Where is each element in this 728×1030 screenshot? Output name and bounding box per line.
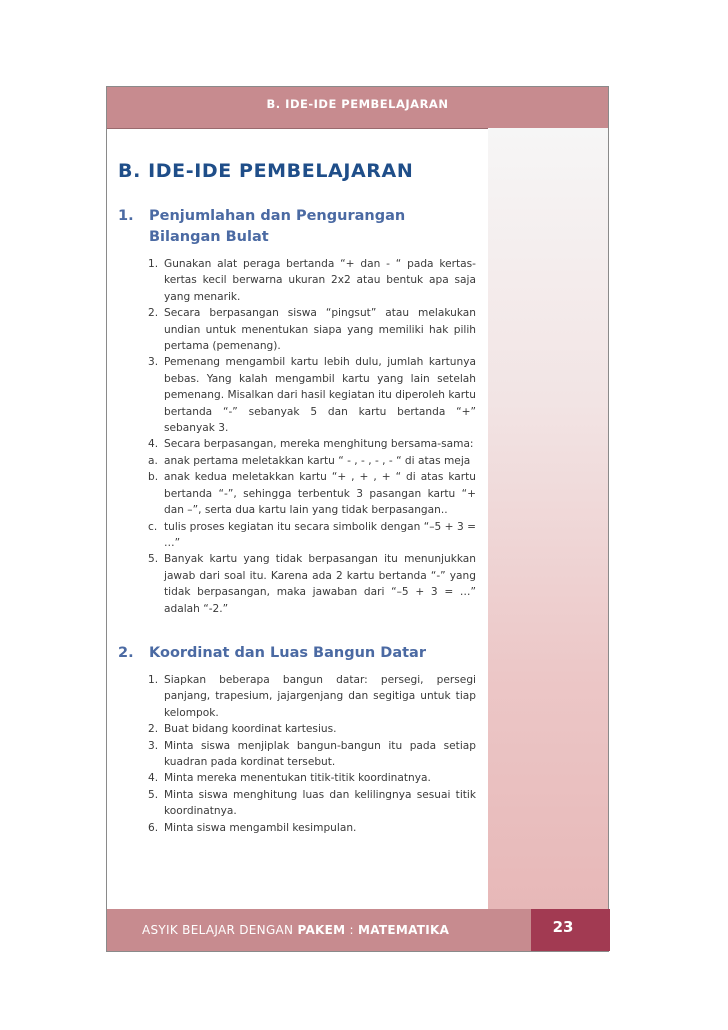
- section-number: 1.: [118, 208, 134, 224]
- footer-separator: :: [345, 923, 358, 937]
- list-marker: 4.: [148, 772, 159, 785]
- section-title: Koordinat dan Luas Bangun Datar: [149, 644, 426, 661]
- main-content: [118, 160, 476, 836]
- list-item: [148, 453, 476, 469]
- list-marker: 3.: [148, 739, 159, 752]
- list-item: [148, 738, 476, 771]
- list-marker: 5.: [148, 788, 159, 801]
- list-marker: a.: [148, 454, 158, 467]
- footer-book-title: [142, 923, 449, 937]
- list-marker: 2.: [148, 307, 159, 320]
- list-marker: c.: [148, 520, 158, 533]
- list-text: Buat bidang koordinat kartesius.: [164, 723, 337, 736]
- list-text: Secara berpasangan, mereka menghitung bersama-sama:: [164, 438, 474, 451]
- list-text: Pemenang mengambil kartu lebih dulu, jumlah kartunya bebas. Yang kalah mengambil kartu yang lain setelah pemenang. Misalkan dari hasil kegiatan itu diperoleh kartu bertanda “-” sebanyak 5 dan kartu bertanda “+” sebanyak 3.: [164, 356, 476, 435]
- footer-pakem: PAKEM: [297, 923, 346, 937]
- list-marker: 1.: [148, 673, 159, 686]
- section-2-list: [148, 672, 476, 836]
- list-marker: 2.: [148, 723, 159, 736]
- section-heading: [118, 643, 476, 664]
- list-text: Secara berpasangan siswa “pingsut” atau melakukan undian untuk menentukan siapa yang memiliki hak pilih pertama (pemenang).: [164, 307, 476, 353]
- list-marker: 4.: [148, 438, 159, 451]
- running-header-title: B. IDE-IDE PEMBELAJARAN: [266, 97, 449, 111]
- decorative-side-panel: [488, 128, 609, 910]
- list-marker: 5.: [148, 553, 159, 566]
- list-item: [148, 551, 476, 617]
- running-header: [107, 87, 608, 129]
- list-text: Minta siswa menghitung luas dan kelilingnya sesuai titik koordinatnya.: [164, 788, 476, 818]
- list-item: [148, 354, 476, 436]
- list-item: [148, 672, 476, 721]
- page-number: 23: [552, 918, 574, 936]
- list-marker: 3.: [148, 356, 159, 369]
- list-text: anak pertama meletakkan kartu “ - , - , - , - “ di atas meja: [164, 454, 471, 467]
- footer-prefix: ASYIK BELAJAR DENGAN: [142, 923, 298, 937]
- list-text: anak kedua meletakkan kartu “+ , + , + “ di atas kartu bertanda “-”, sehingga terbentuk 3 pasangan kartu “+ dan –”, serta dua kartu lain yang tidak berpasangan..: [164, 471, 476, 517]
- section-1-list: [148, 256, 476, 617]
- list-text: Siapkan beberapa bangun datar: persegi, persegi panjang, trapesium, jajargenjang dan segitiga untuk tiap kelompok.: [164, 673, 476, 719]
- list-text: Minta mereka menentukan titik-titik koordinatnya.: [164, 772, 431, 785]
- section-2: [118, 643, 476, 836]
- list-item: [148, 787, 476, 820]
- list-item: [148, 469, 476, 518]
- footer-subject: MATEMATIKA: [357, 923, 450, 937]
- list-marker: 1.: [148, 258, 159, 270]
- list-item: [148, 820, 476, 836]
- list-item: [148, 436, 476, 452]
- list-item: [148, 305, 476, 354]
- section-number: 2.: [118, 644, 134, 661]
- list-text: Minta siswa menjiplak bangun-bangun itu pada setiap kuadran pada kordinat tersebut.: [164, 739, 476, 768]
- list-marker: b.: [148, 471, 159, 484]
- list-item: [148, 256, 476, 305]
- page-title: B. IDE-IDE PEMBELAJARAN: [118, 160, 414, 182]
- section-1: [118, 206, 476, 617]
- list-item: [148, 770, 476, 786]
- section-heading: [118, 206, 476, 248]
- list-text: tulis proses kegiatan itu secara simbolik dengan “–5 + 3 = …”: [164, 520, 476, 549]
- page-number-box: [531, 909, 610, 951]
- list-text: Minta siswa mengambil kesimpulan.: [164, 821, 357, 834]
- list-text: Gunakan alat peraga bertanda “+ dan - “ pada kertas-kertas kecil berwarna ukuran 2x2 atau bentuk apa saja yang menarik.: [164, 258, 476, 303]
- list-text: Banyak kartu yang tidak berpasangan itu menunjukkan jawab dari soal itu. Karena ada 2 kartu bertanda “-” yang tidak berpasangan, maka jawaban dari “–5 + 3 = …” adalah “-2.”: [164, 553, 476, 615]
- list-marker: 6.: [148, 821, 159, 834]
- section-title: Penjumlahan dan Pengurangan Bilangan Bulat: [149, 208, 406, 245]
- list-item: [148, 721, 476, 737]
- list-item: [148, 519, 476, 552]
